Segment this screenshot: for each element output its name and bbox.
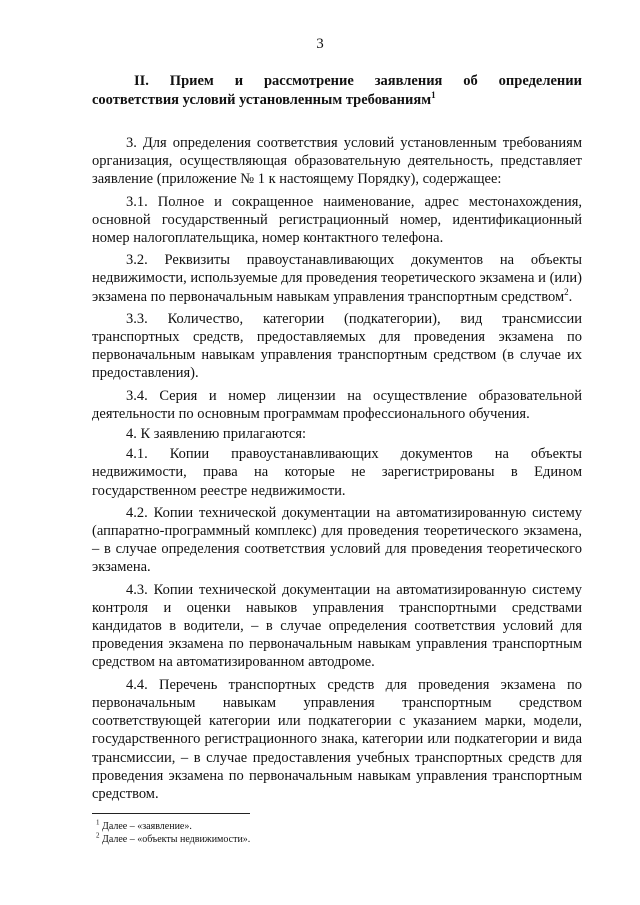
footnote-2-ref: 2 bbox=[96, 831, 100, 840]
paragraph-4: 4. К заявлению прилагаются: bbox=[126, 426, 307, 443]
document-body bbox=[92, 72, 582, 807]
paragraph-3-2-tail: . bbox=[568, 288, 573, 305]
page-number: 3 bbox=[316, 36, 324, 52]
paragraph-4-3: 4.3. Копии технической документации на автоматизированную систему контроля и оценки навыков управления транспортными средствами кандидатов в водители, – в случае определения соответствия условий для проведения экзамена по первоначальным навыкам управления транспортным средством на автоматизированном автодроме. bbox=[92, 581, 582, 671]
paragraph-3-2-text: 3.2. Реквизиты правоустанавливающих документов на объекты недвижимости, используемые для проведения теоретического экзамена и (или) экзамена по первоначальным навыкам управления транспортным средством bbox=[92, 252, 582, 305]
paragraph-3-1: 3.1. Полное и сокращенное наименование, адрес местонахождения, основной государственный регистрационный номер, идентификационный номер налогоплательщика, номер контактного телефона. bbox=[92, 193, 582, 247]
section-title-line2: соответствия условий установленным требованиям bbox=[92, 92, 432, 108]
paragraph-3: 3. Для определения соответствия условий установленным требованиям организация, осуществляющая образовательную деятельность, представляет заявление (приложение № 1 к настоящему Порядку), содержащее: bbox=[92, 135, 582, 188]
footnotes bbox=[96, 820, 576, 846]
paragraph-4-4: 4.4. Перечень транспортных средств для проведения экзамена по первоначальным навыкам управления транспортным средством соответствующей категории или подкатегории с указанием марки, модели, государственного регистрационного знака, категории или подкатегории и вида трансмиссии, – в случае предоставления учебных транспортных средств для проведения экзамена по первоначальным навыкам управления транспортным средством. bbox=[92, 676, 582, 802]
section-title bbox=[92, 72, 582, 110]
footnote-1-text: Далее – «заявление». bbox=[102, 821, 192, 832]
paragraph-3-2 bbox=[92, 251, 582, 306]
footnote-1-ref: 1 bbox=[96, 818, 100, 827]
footnote-separator bbox=[92, 813, 250, 814]
footnote-ref-2: 2 bbox=[564, 286, 569, 297]
footnote-2-text: Далее – «объекты недвижимости». bbox=[102, 834, 251, 845]
footnote-1 bbox=[96, 820, 576, 833]
paragraph-3-3: 3.3. Количество, категории (подкатегории), вид трансмиссии транспортных средств, предоставляемых для проведения экзамена по первоначальным навыкам управления транспортным средством (в случае их предоставления). bbox=[92, 310, 582, 382]
section-title-line1: II. Прием и рассмотрение заявления об определении bbox=[134, 73, 582, 89]
paragraph-3-4: 3.4. Серия и номер лицензии на осуществление образовательной деятельности по основным программам профессионального обучения. bbox=[92, 387, 582, 422]
paragraph-4-2: 4.2. Копии технической документации на автоматизированную систему (аппаратно-программный комплекс) для проведения теоретического экзамена, – в случае определения соответствия условий для проведения теоретического экзамена. bbox=[92, 504, 582, 576]
section-title-line2-wrap bbox=[92, 91, 582, 110]
footnote-2 bbox=[96, 833, 576, 846]
paragraph-4-1: 4.1. Копии правоустанавливающих документов на объекты недвижимости, права на которые не зарегистрированы в Едином государственном реестре недвижимости. bbox=[92, 446, 582, 499]
footnote-ref-1: 1 bbox=[431, 90, 436, 101]
